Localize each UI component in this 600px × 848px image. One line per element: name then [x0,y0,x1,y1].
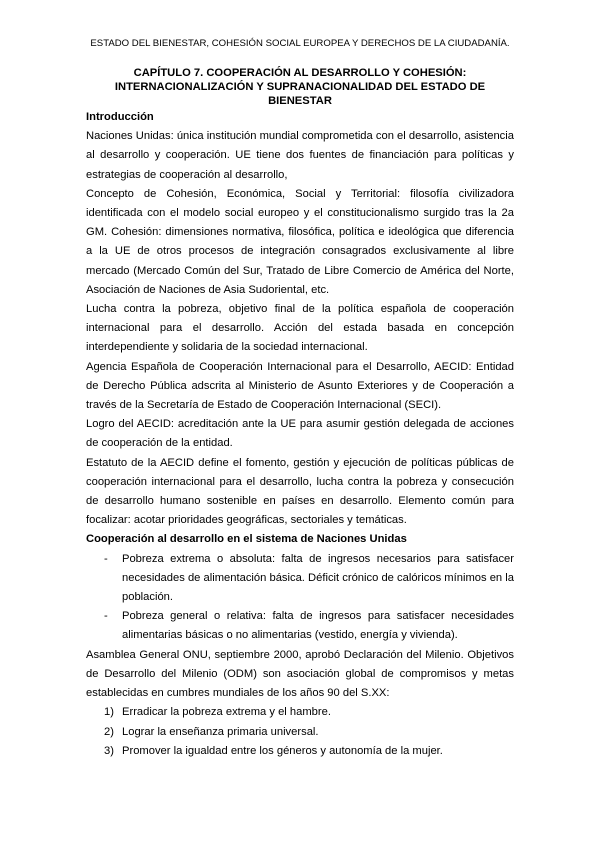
dash-marker: - [104,610,108,623]
list-item-text: Pobreza extrema o absoluta: falta de ingresos necesarios para satisfacer necesidades de alimentación básica. Déficit crónico de calóricos mínimos en la población. [122,552,514,604]
intro-paragraph-6: Estatuto de la AECID define el fomento, gestión y ejecución de políticas públicas de cooperación internacional para el desarrollo, lucha contra la pobreza y consecución de desarrollo humano sostenible en países en desarrollo. Elemento común para focalizar: acotar prioridades geográficas, sectoriales y temáticas. [86,456,514,527]
millennium-goals-list [86,703,514,761]
list-item [86,703,514,722]
intro-paragraph-3: Lucha contra la pobreza, objetivo final de la política española de cooperación internacional para el desarrollo. Acción del estada basada en concepción interdependiente y solidaria de la sociedad internacional. [86,303,514,354]
list-item [86,723,514,742]
list-item [86,742,514,761]
un-section-heading: Cooperación al desarrollo en el sistema de Naciones Unidas [86,533,407,546]
intro-paragraph-4: Agencia Española de Cooperación Internacional para el Desarrollo, AECID: Entidad de Derecho Pública adscrita al Ministerio de Asunto Exteriores y de Cooperación a través de la Secretaría de Estado de Cooperación Internacional (SECI). [86,360,514,412]
intro-paragraph-5: Logro del AECID: acreditación ante la UE para asumir gestión delegada de acciones de cooperación de la entidad. [86,418,514,450]
list-item [86,607,514,645]
intro-paragraph-1: Naciones Unidas: única institución mundial comprometida con el desarrollo, asistencia al desarrollo y cooperación. UE tiene dos fuentes de financiación para políticas y estrategias de cooperación al desarrollo, [86,130,514,181]
goal-text: Lograr la enseñanza primaria universal. [122,725,319,738]
goal-text: Promover la igualdad entre los géneros y autonomía de la mujer. [122,744,443,757]
list-item [86,550,514,608]
intro-heading: Introducción [86,111,154,123]
goal-number: 3) [104,744,114,757]
intro-paragraph-2: Concepto de Cohesión, Económica, Social y Territorial: filosofía civilizadora identificada con el modelo social europeo y el constitucionalismo surgido tras la 2a GM. Cohesión: dimensiones normativa, filosófica, política e ideológica que diferencia a la UE de otros procesos de integración consagrados exclusivamente al libre mercado (Mercado Común del Sur, Tratado de Libre Comercio de América del Norte, Asociación de Naciones de Asia Sudoriental, etc. [86,187,514,296]
goal-number: 2) [104,725,114,738]
poverty-list [86,550,514,646]
goal-text: Erradicar la pobreza extrema y el hambre. [122,706,331,719]
running-header: ESTADO DEL BIENESTAR, COHESIÓN SOCIAL EUROPEA Y DERECHOS DE LA CIUDADANÍA. [90,38,510,49]
chapter-title: CAPÍTULO 7. COOPERACIÓN AL DESARROLLO Y COHESIÓN: INTERNACIONALIZACIÓN Y SUPRANACIONALIDAD DEL ESTADO DE BIENESTAR [114,67,486,107]
dash-marker: - [104,552,108,565]
list-item-text: Pobreza general o relativa: falta de ingresos para satisfacer necesidades alimentarias básicas o no alimentarias (vestido, energía y vivienda). [122,610,514,642]
un-paragraph: Asamblea General ONU, septiembre 2000, aprobó Declaración del Milenio. Objetivos de Desarrollo del Milenio (ODM) son asociación global de compromisos y metas establecidas en cumbres mundiales de los años 90 del S.XX: [86,648,514,700]
goal-number: 1) [104,706,114,719]
page-content [86,66,514,761]
